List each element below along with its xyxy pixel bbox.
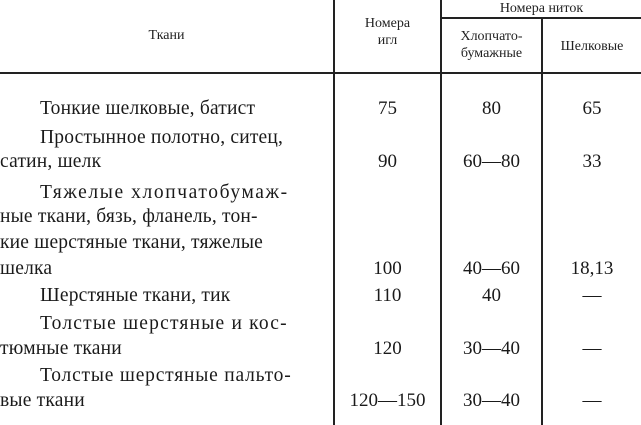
divider-cotton-silk: [541, 18, 543, 425]
row-3-needle: 100: [373, 258, 402, 279]
header-cotton-line-1: Хлопчато-: [460, 29, 523, 44]
row-2-needle: 90: [378, 151, 397, 172]
header-cotton-line-2: бумажные: [460, 46, 523, 61]
row-1-cotton: 80: [482, 98, 501, 119]
row-6-needle: 120—150: [349, 390, 426, 411]
row-6-desc-line-2: вые ткани: [0, 390, 85, 411]
row-6-cotton: 30—40: [463, 390, 520, 411]
row-6-silk: —: [582, 390, 602, 411]
row-3-cotton: 40—60: [463, 258, 520, 279]
row-3-desc-line-3: кие шерстяные ткани, тяжелые: [0, 232, 263, 253]
header-needle-line-1: Номера: [364, 16, 411, 31]
header-thread-group: Номера ниток: [499, 1, 584, 16]
row-4-silk: —: [582, 285, 602, 306]
row-5-needle: 120: [373, 338, 402, 359]
row-6-desc-line-1: Толстые шерстяные пальто-: [40, 365, 292, 386]
row-3-desc-line-2: ные ткани, бязь, фланель, тон-: [0, 206, 258, 227]
row-4-needle: 110: [373, 285, 402, 306]
header-bottom-rule: [0, 72, 641, 74]
row-3-silk: 18,13: [570, 258, 614, 279]
row-1-silk: 65: [582, 98, 602, 119]
row-4-desc-line-1: Шерстяные ткани, тик: [40, 285, 231, 306]
row-2-cotton: 60—80: [463, 151, 520, 172]
row-1-desc-line-1: Тонкие шелковые, батист: [40, 98, 256, 119]
row-5-desc-line-2: тюмные ткани: [0, 338, 122, 359]
divider-thread-group: [440, 17, 641, 19]
header-fabric: Ткани: [148, 28, 185, 43]
row-5-cotton: 30—40: [463, 338, 520, 359]
divider-needle-cotton: [440, 0, 442, 425]
row-5-silk: —: [582, 338, 602, 359]
row-3-desc-line-1: Тяжелые хлопчатобумаж-: [40, 182, 289, 203]
row-5-desc-line-1: Толстые шерстяные и кос-: [40, 313, 288, 334]
row-2-silk: 33: [582, 151, 602, 172]
row-3-desc-line-4: шелка: [0, 258, 53, 279]
header-needle-line-2: игл: [377, 33, 398, 48]
row-1-needle: 75: [378, 98, 397, 119]
divider-fabric-needle: [333, 0, 335, 425]
row-2-desc-line-1: Простынное полотно, ситец,: [40, 127, 284, 148]
row-2-desc-line-2: сатин, шелк: [0, 151, 102, 172]
header-silk: Шелковые: [560, 39, 624, 54]
row-4-cotton: 40: [482, 285, 501, 306]
